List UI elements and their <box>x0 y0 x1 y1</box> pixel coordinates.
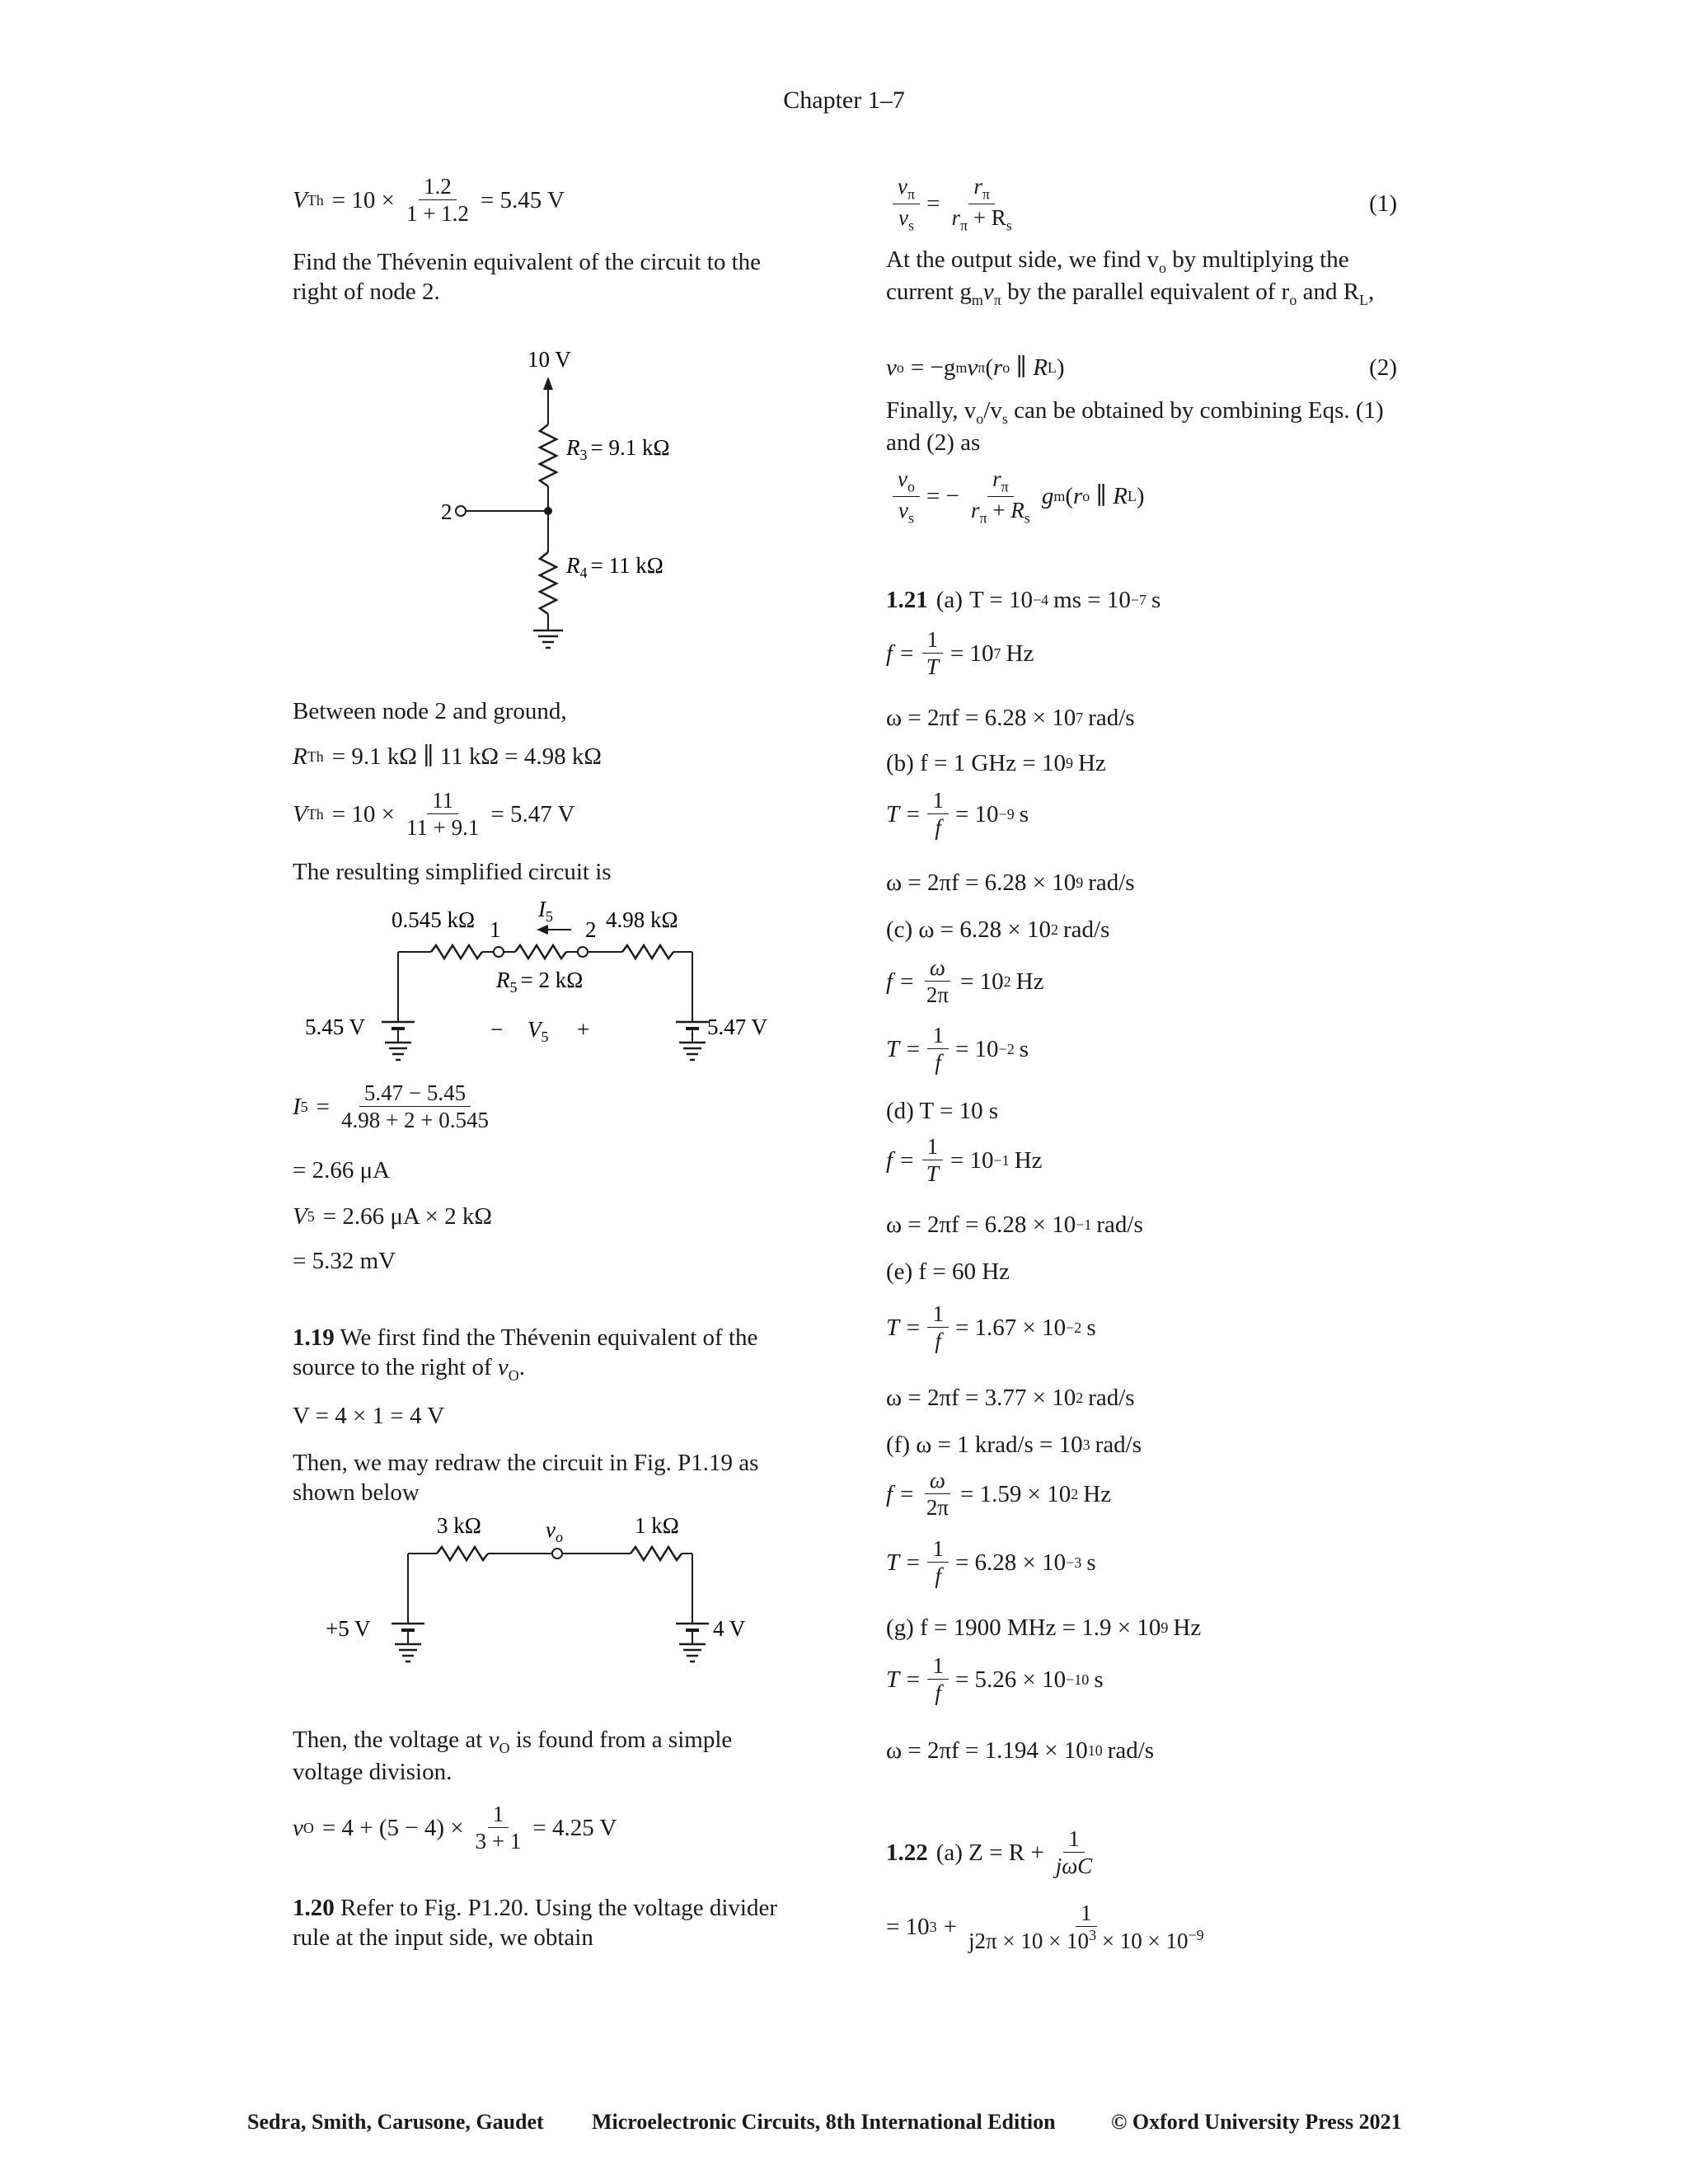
r-right-label: 4.98 kΩ <box>606 907 678 932</box>
figure-simplified-circuit <box>293 890 787 1088</box>
paragraph-between-node: Between node 2 and ground, <box>293 698 567 724</box>
node-2-label: 2 <box>585 917 597 942</box>
node-2-terminal <box>456 506 466 516</box>
resistor-3k <box>437 1547 488 1560</box>
i5-equation: I 5 = $\frac{5.47 - 5.45}{4.98 + 2 + 0.545}$ <box>293 1080 500 1134</box>
e-line: (e) f = 60 Hz <box>886 1258 1010 1285</box>
paragraph-voltage-division: Then, the voltage at $v_O$ is found from a simple voltage division. <box>293 1727 733 1786</box>
r3-label: $R_3 = 9.1$ kΩ <box>566 435 670 463</box>
src-left-label: +5 V <box>326 1616 371 1641</box>
resistor-r5 <box>515 945 566 958</box>
v5-value: = 5.32 mV <box>293 1248 396 1274</box>
r-3k-label: 3 kΩ <box>437 1513 481 1538</box>
v-equation: V = 4 × 1 = 4 V <box>293 1403 445 1429</box>
T-g-equation: T = $\frac{1}{f}$ = 5.26 × 10 −10 s <box>886 1653 1104 1706</box>
footer-authors: Sedra, Smith, Carusone, Gaudet <box>247 2110 544 2134</box>
node-2-terminal <box>578 947 588 957</box>
v5-minus: − <box>490 1017 504 1042</box>
w-d-equation: ω = 2πf = 6.28 × 10 −1 rad/s <box>886 1212 1143 1238</box>
problem-1-19: 1.19 We first find the Thévenin equivalent of the source to the right of $v_O$. <box>293 1324 758 1385</box>
r5-label: $R_5 = 2$ kΩ <box>496 968 584 996</box>
fraction: $\frac{1}{3 + 1}$ <box>475 1802 522 1854</box>
resistor-r4 <box>540 552 556 614</box>
paragraph-resulting-circuit: The resulting simplified circuit is <box>293 859 612 885</box>
resistor-r3 <box>540 424 556 486</box>
resistor-498k <box>622 945 673 958</box>
supply-label: 10 V <box>528 347 571 372</box>
resistor-0545k <box>431 945 482 958</box>
f-a-equation: f = $\frac{1}{T}$ = 10 7 Hz <box>886 627 1034 680</box>
v5-equation: V 5 = 2.66 μA × 2 kΩ <box>293 1203 492 1230</box>
fraction: $\frac{11}{11 + 9.1}$ <box>406 788 480 841</box>
T-c-equation: T = $\frac{1}{f}$ = 10 −2 s <box>886 1023 1029 1076</box>
vo-terminal <box>552 1549 562 1558</box>
w-e-equation: ω = 2πf = 3.77 × 10 2 rad/s <box>886 1385 1135 1411</box>
w-a-equation: ω = 2πf = 6.28 × 10 7 rad/s <box>886 705 1135 731</box>
c-line: (c) ω = 6.28 × 10 2 rad/s <box>886 916 1110 943</box>
src-left-label: 5.45 V <box>305 1015 366 1039</box>
d-line: (d) T = 10 s <box>886 1098 999 1124</box>
equation-2: v o = −g m v π ( r o ∥ R L ) (2) <box>886 353 1397 382</box>
problem-1-21-a: 1.21 (a) T = 10 −4 ms = 10 −7 s <box>886 587 1161 613</box>
figure-voltage-divider <box>375 342 705 663</box>
combined-equation: $\frac{v_o}{v_s}$ = − $\frac{r_\pi}{r_\pi + R_s}$ g m ( r o ∥ R L ) <box>886 466 1145 527</box>
b-line: (b) f = 1 GHz = 10 9 Hz <box>886 750 1106 776</box>
page-header: Chapter 1–7 <box>783 87 905 114</box>
src-right-label: 4 V <box>713 1616 746 1641</box>
f-c-equation: f = $\frac{\omega}{2\pi}$ = 10 2 Hz <box>886 955 1044 1008</box>
rth-equation: R Th = 9.1 kΩ ∥ 11 kΩ = 4.98 kΩ <box>293 743 602 770</box>
T-f-equation: T = $\frac{1}{f}$ = 6.28 × 10 −3 s <box>886 1536 1096 1589</box>
footer-publisher: © Oxford University Press 2021 <box>1111 2110 1402 2134</box>
equation-number-1: (1) <box>1369 190 1397 218</box>
problem-1-20: 1.20 Refer to Fig. P1.20. Using the voltage divider rule at the input side, we obtain <box>293 1895 777 1952</box>
src-right-label: 5.47 V <box>707 1015 768 1039</box>
footer-book: Microelectronic Circuits, 8th International Edition <box>592 2110 1056 2134</box>
paragraph-output-side: At the output side, we find $v_o$ by multiplying the current $g_mv_\pi$ by the parallel equivalent of $r_o$ and $R_L$, <box>886 246 1375 309</box>
T-b-equation: T = $\frac{1}{f}$ = 10 −9 s <box>886 788 1029 841</box>
f-f-equation: f = $\frac{\omega}{2\pi}$ = 1.59 × 10 2 Hz <box>886 1468 1112 1521</box>
vo-label: $v_o$ <box>546 1517 563 1545</box>
f-d-equation: f = $\frac{1}{T}$ = 10 −1 Hz <box>886 1134 1043 1187</box>
node-2-label: 2 <box>441 499 452 524</box>
r-left-label: 0.545 kΩ <box>392 907 476 932</box>
fraction: $\frac{1.2}{1 + 1.2}$ <box>406 174 469 227</box>
equation-number-2: (2) <box>1369 354 1397 381</box>
f-line: (f) ω = 1 krad/s = 10 3 rad/s <box>886 1432 1142 1458</box>
w-b-equation: ω = 2πf = 6.28 × 10 9 rad/s <box>886 869 1135 896</box>
equation-1: $\frac{v_\pi}{v_s}$ = $\frac{r_\pi}{r_\pi + R_s}$ (1) <box>886 173 1397 235</box>
resistor-1k <box>631 1547 682 1560</box>
paragraph-find-thevenin: Find the Thévenin equivalent of the circuit to the right of node 2. <box>293 249 762 306</box>
v5-plus: + <box>577 1017 590 1042</box>
r-1k-label: 1 kΩ <box>635 1513 679 1538</box>
v5-label: $V_5$ <box>528 1017 549 1045</box>
w-g-equation: ω = 2πf = 1.194 × 10 10 rad/s <box>886 1737 1155 1764</box>
g-line: (g) f = 1900 MHz = 1.9 × 10 9 Hz <box>886 1615 1202 1641</box>
node-1-label: 1 <box>490 917 501 942</box>
i5-value: = 2.66 μA <box>293 1157 391 1183</box>
fraction: $\frac{5.47 - 5.45}{4.98 + 2 + 0.545}$ <box>341 1080 489 1133</box>
vth1-equation: V Th = 10 × $\frac{1.2}{1 + 1.2}$ = 5.45 V <box>293 174 565 227</box>
problem-1-22-a: 1.22 (a) Z = R + $\frac{1}{\text{jωC}}$ <box>886 1826 1093 1879</box>
r4-label: $R_4 = 11$ kΩ <box>566 553 663 581</box>
node-1-terminal <box>494 947 504 957</box>
figure-redrawn-circuit <box>293 1508 787 1698</box>
paragraph-redraw: Then, we may redraw the circuit in Fig. P1.19 as shown below <box>293 1450 759 1507</box>
vth2-equation: V Th = 10 × $\frac{11}{11 + 9.1}$ = 5.47 V <box>293 788 575 841</box>
paragraph-finally: Finally, $v_o/v_s$ can be obtained by combining Eqs. (1) and (2) as <box>886 397 1384 457</box>
T-e-equation: T = $\frac{1}{f}$ = 1.67 × 10 −2 s <box>886 1301 1096 1354</box>
i5-label: $I_5$ <box>538 897 553 925</box>
z-equation: = 10 3 + $\frac{1}{j2\pi \times 10 \times 10^3 \times 10 \times 10^{-9}}$ <box>886 1900 1204 1954</box>
vo-equation: v O = 4 + (5 − 4) × $\frac{1}{3 + 1}$ = 4.25 V <box>293 1802 617 1854</box>
